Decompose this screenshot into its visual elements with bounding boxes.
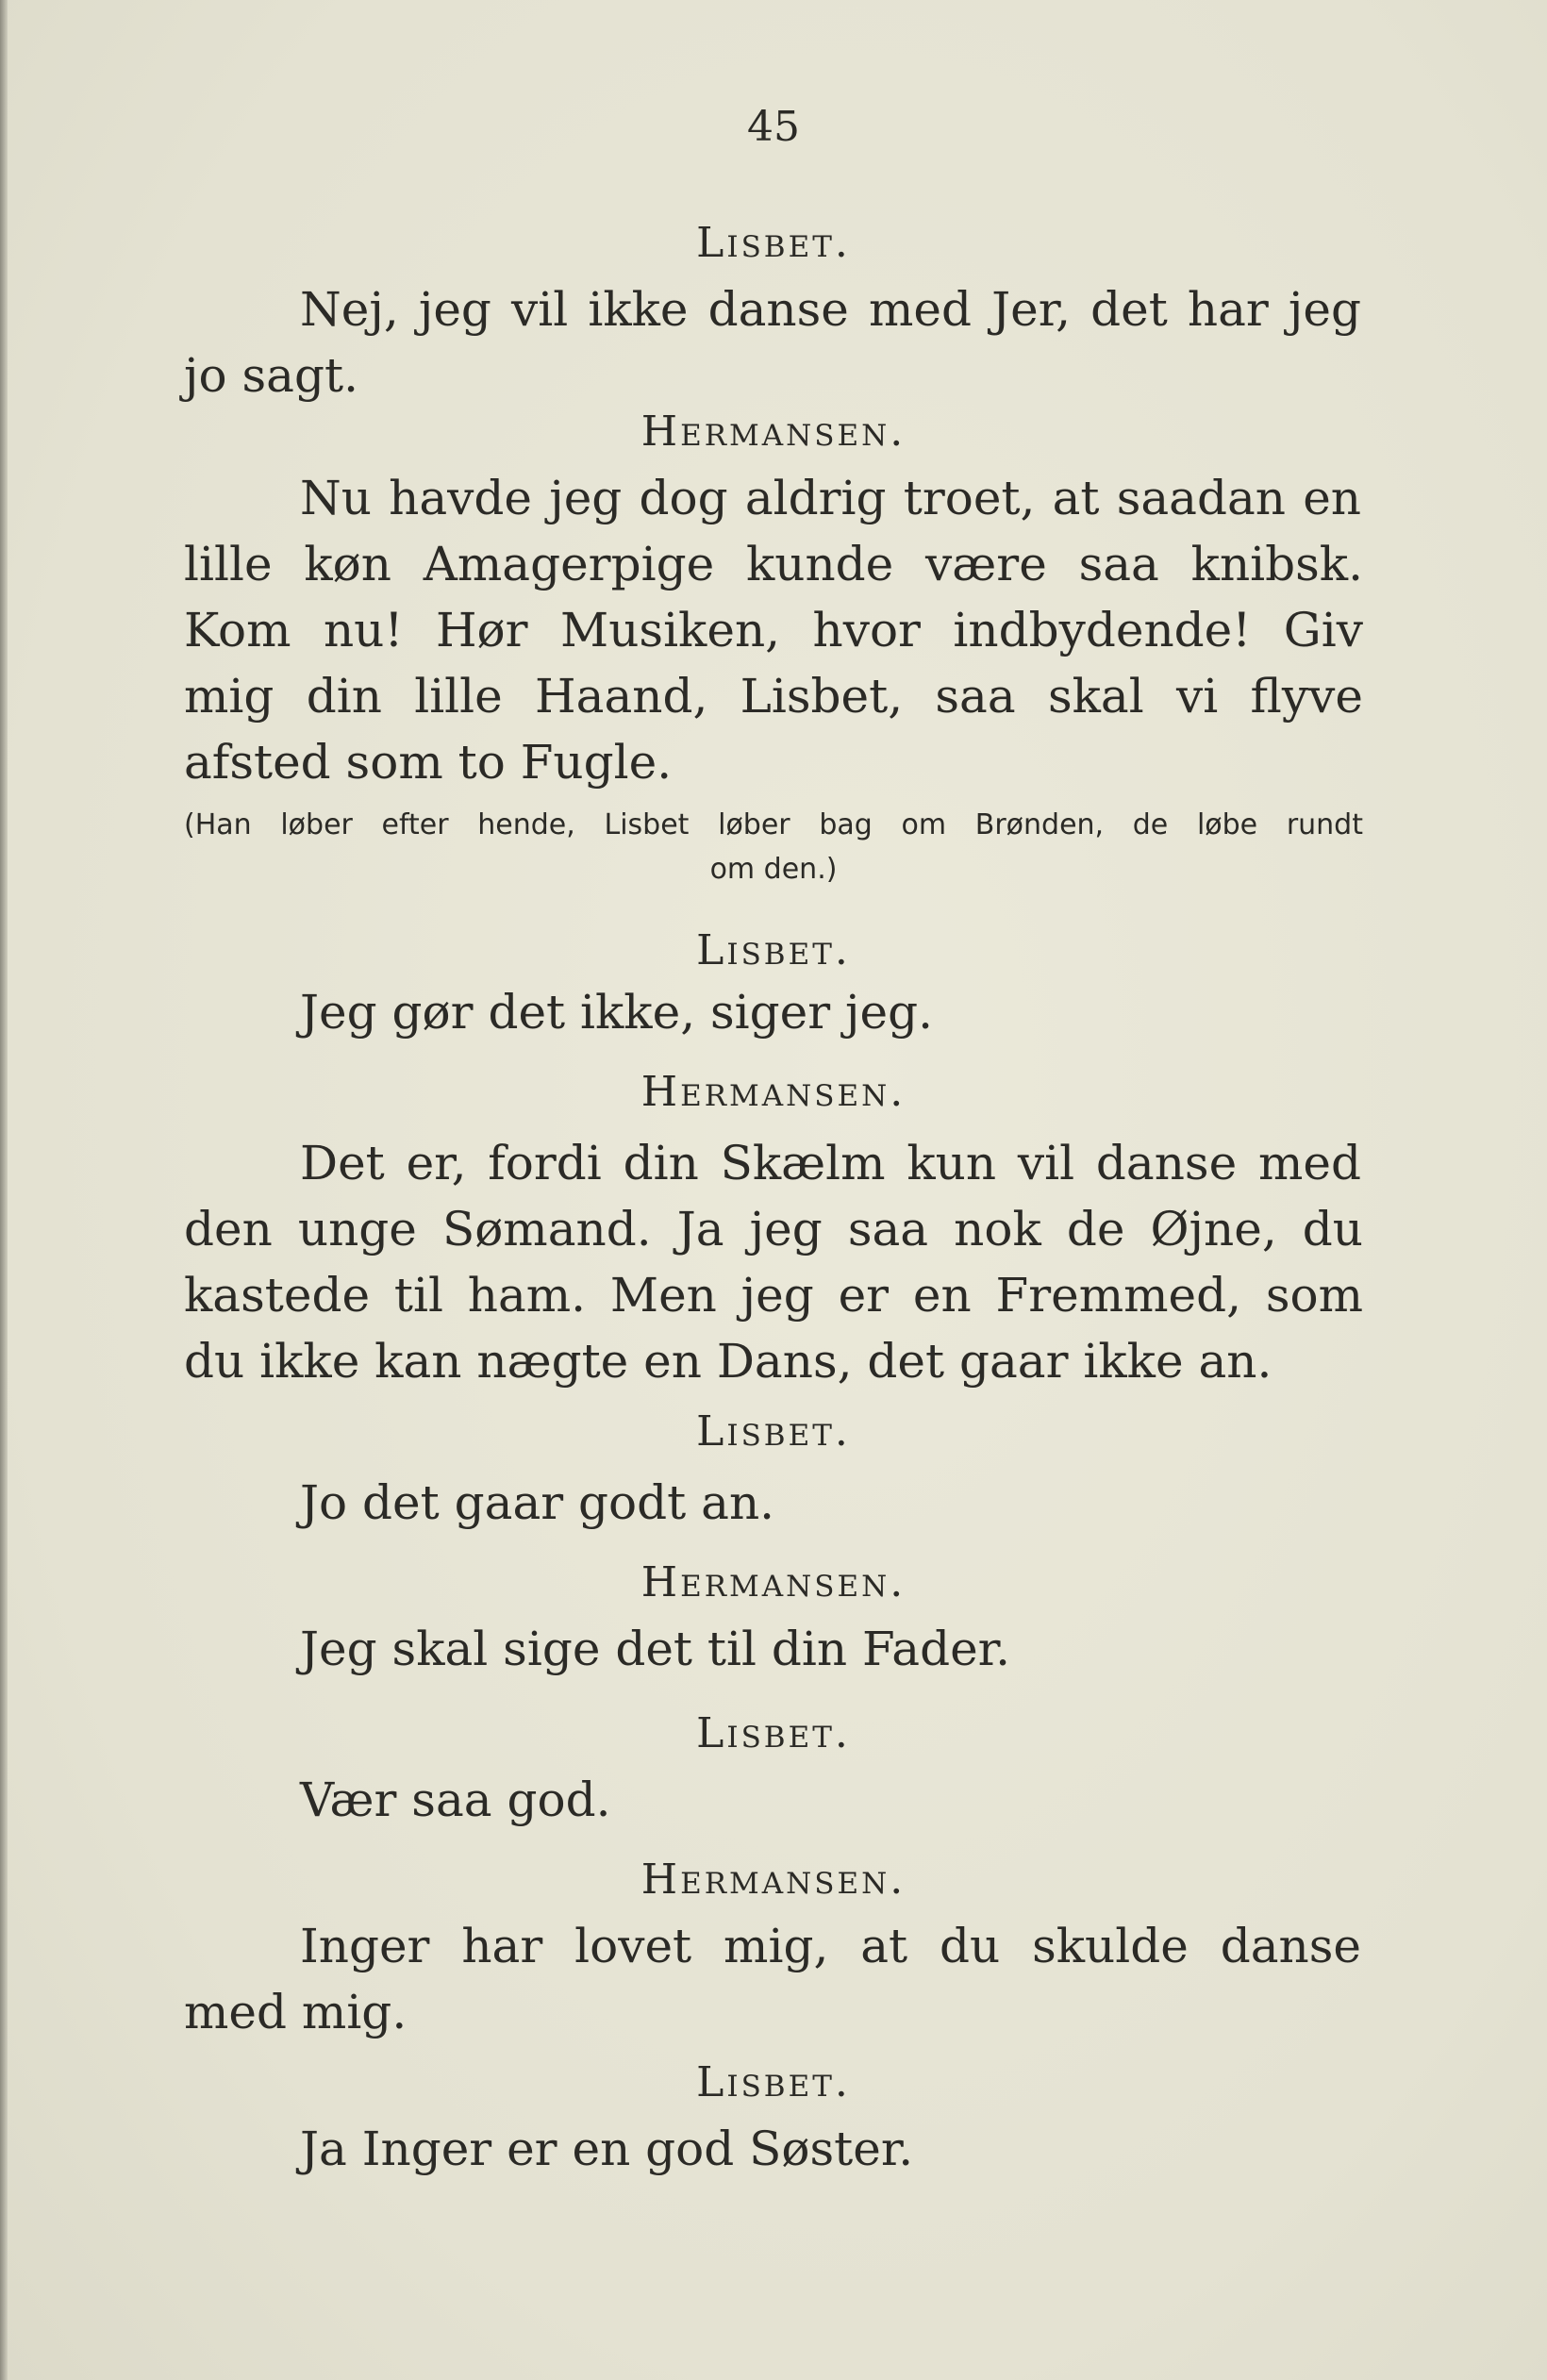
dialogue-line: jo sagt.: [184, 348, 358, 403]
speaker-name: Hermansen.: [640, 1068, 907, 1116]
dialogue-line: med mig.: [184, 1985, 408, 2039]
page-number: 45: [747, 103, 800, 151]
dialogue-line: Nu havde jeg dog aldrig troet, at saadan en: [300, 471, 1361, 525]
speaker-name: Hermansen.: [640, 1558, 907, 1606]
dialogue-line: Vær saa god.: [300, 1773, 611, 1827]
speaker-name: Hermansen.: [640, 1856, 907, 1904]
speaker-name: Lisbet.: [696, 2058, 851, 2106]
dialogue-line: mig din lille Haand, Lisbet, saa skal vi flyve: [184, 669, 1363, 724]
stage-direction: om den.): [709, 853, 838, 886]
dialogue-line: lille køn Amagerpige kunde være saa knibsk.: [184, 537, 1363, 591]
dialogue-line: du ikke kan nægte en Dans, det gaar ikke an.: [184, 1334, 1273, 1389]
page-edge: [0, 0, 8, 2380]
dialogue-line: Jo det gaar godt an.: [300, 1475, 775, 1530]
speaker-name: Lisbet.: [696, 926, 851, 974]
stage-direction: (Han løber efter hende, Lisbet løber bag om Brønden, de løbe rundt: [184, 808, 1363, 841]
dialogue-line: afsted som to Fugle.: [184, 735, 673, 790]
dialogue-line: Ja Inger er en god Søster.: [300, 2122, 914, 2176]
dialogue-line: den unge Sømand. Ja jeg saa nok de Øjne, du: [184, 1202, 1363, 1257]
dialogue-line: Jeg gør det ikke, siger jeg.: [300, 985, 934, 1040]
speaker-name: Lisbet.: [696, 1407, 851, 1456]
speaker-name: Hermansen.: [640, 408, 907, 456]
speaker-name: Lisbet.: [696, 219, 851, 267]
speaker-name: Lisbet.: [696, 1709, 851, 1757]
dialogue-line: kastede til ham. Men jeg er en Fremmed, som: [184, 1268, 1363, 1323]
dialogue-line: Kom nu! Hør Musiken, hvor indbydende! Giv: [184, 603, 1363, 657]
dialogue-line: Inger har lovet mig, at du skulde danse: [300, 1919, 1361, 1973]
dialogue-line: Jeg skal sige det til din Fader.: [300, 1622, 1010, 1676]
dialogue-line: Det er, fordi din Skælm kun vil danse med: [300, 1136, 1361, 1190]
dialogue-line: Nej, jeg vil ikke danse med Jer, det har jeg: [300, 282, 1361, 337]
